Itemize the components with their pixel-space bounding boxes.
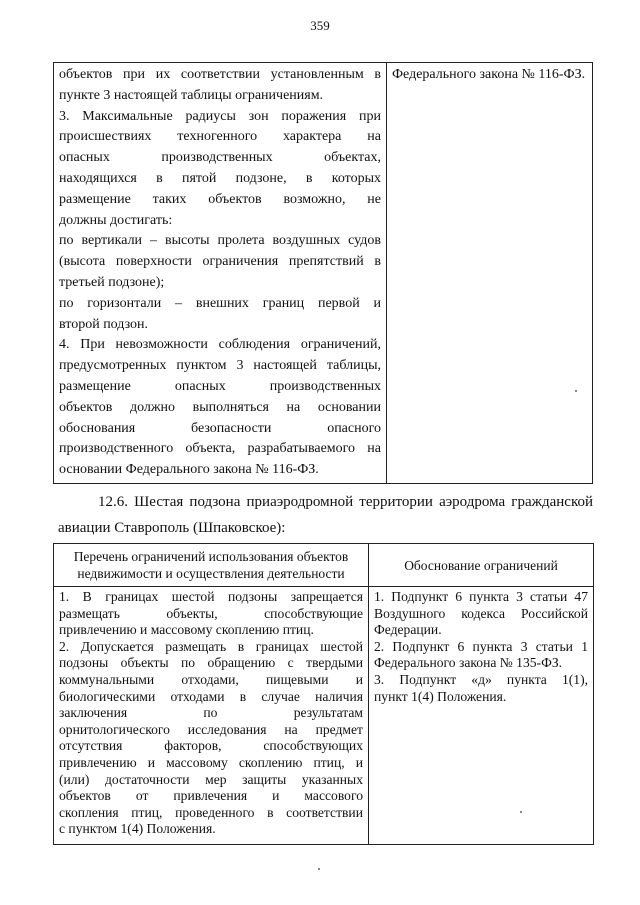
table1-left-line: размещение опасных производственных bbox=[59, 378, 381, 394]
table2-right-line: Воздушного кодекса Российской bbox=[374, 605, 588, 621]
table2-right-cell bbox=[369, 587, 594, 845]
table2-left-line: скопления птиц, проведенного в соответствии bbox=[59, 804, 363, 820]
table2-body-row bbox=[54, 587, 594, 845]
page-number: 359 bbox=[310, 18, 330, 33]
table2-left-cell bbox=[54, 587, 369, 845]
table2-left-line: 1. В границах шестой подзоны запрещается bbox=[59, 589, 363, 604]
section-heading-line1: 12.6. Шестая подзона приаэродромной территории аэродрома гражданской bbox=[98, 494, 593, 510]
table1-left-line: обоснования безопасности опасного bbox=[59, 420, 381, 436]
scan-speck bbox=[520, 811, 522, 813]
table2-left-line: с пунктом 1(4) Положения. bbox=[59, 821, 216, 837]
table2-left-line: 2. Допускается размещать в границах шестой bbox=[59, 638, 363, 654]
table1-right-cell bbox=[387, 63, 593, 484]
restrictions-table-continued bbox=[53, 62, 593, 484]
table2-left-line: орнитологического исследования на предмет bbox=[59, 721, 363, 737]
table2-left-line: заключения по результатам bbox=[59, 705, 363, 721]
table2-right-line: 2. Подпункт 6 пункта 3 статьи 1 bbox=[374, 638, 588, 654]
table1-left-line: производственного объекта, разрабатываемого на bbox=[59, 441, 381, 457]
table1-left-line: по вертикали – высоты пролета воздушных судов bbox=[59, 233, 381, 249]
table1-left-line: основании Федерального закона № 116-ФЗ. bbox=[59, 462, 319, 478]
table2-left-line: биологическими отходами в случае наличия bbox=[59, 688, 363, 704]
table1-left-line: (высота поверхности ограничения препятствий в bbox=[59, 254, 381, 270]
table2-left-line: привлечению и массовому скоплению птиц. bbox=[59, 622, 314, 638]
table1-left-line: второй подзон. bbox=[59, 316, 149, 332]
table1-left-line: размещение таких объектов возможно, не bbox=[59, 191, 381, 207]
table1-left-line: 4. При невозможности соблюдения ограничений, bbox=[59, 337, 381, 353]
table2-left-line: привлечению и массовому скоплению птиц, и bbox=[59, 754, 363, 770]
table1-left-line: по горизонтали – внешних границ первой и bbox=[59, 295, 381, 311]
table1-left-line: 3. Максимальные радиусы зон поражения при bbox=[59, 108, 381, 124]
table2-right-line: пункт 1(4) Положения. bbox=[374, 688, 507, 704]
table1-left-line: объектов при их соответствии установленным в bbox=[59, 67, 381, 82]
section-heading-line2: авиации Ставрополь (Шпаковское): bbox=[58, 520, 286, 536]
table2-right-line: 3. Подпункт «д» пункта 1(1), bbox=[374, 671, 588, 687]
table1-left-line: должны достигать: bbox=[59, 212, 173, 228]
section-heading bbox=[58, 489, 593, 541]
table2-right-line: 1. Подпункт 6 пункта 3 статьи 47 bbox=[374, 589, 588, 604]
table2-right-line: Федерального закона № 135-ФЗ. bbox=[374, 655, 563, 671]
table2-left-line: отсутствия факторов, способствующих bbox=[59, 738, 363, 754]
table1-left-line: третьей подзоне); bbox=[59, 274, 165, 290]
table2-left-line: подзоны объекты по обращению с твердыми bbox=[59, 655, 363, 671]
table1-left-line: происшествиях техногенного характера на bbox=[59, 129, 381, 145]
scan-speck bbox=[318, 868, 320, 870]
table1-right-text: Федерального закона № 116-ФЗ. bbox=[392, 67, 586, 82]
table1-left-line: предусмотренных пунктом 3 настоящей таблицы, bbox=[59, 358, 381, 374]
table2-right-line: Федерации. bbox=[374, 622, 442, 638]
table2-left-line: размещать объекты, способствующие bbox=[59, 605, 363, 621]
table2-header-left-line1: Перечень ограничений использования объектов bbox=[73, 549, 349, 564]
table2-left-line: (или) достаточности мер защиты указанных bbox=[59, 771, 363, 787]
scan-speck bbox=[575, 390, 577, 392]
table2-header-right: Обоснование ограничений bbox=[369, 544, 594, 587]
table2-left-line: объектов от привлечения и массового bbox=[59, 788, 363, 804]
table2-header-left bbox=[54, 544, 369, 587]
table1-left-line: объектов должно выполняться на основании bbox=[59, 399, 381, 415]
table1-left-line: находящихся в пятой подзоне, в которых bbox=[59, 170, 381, 186]
table1-left-line: опасных производственных объектах, bbox=[59, 150, 381, 166]
table2-header-left-line2: недвижимости и осуществления деятельности bbox=[77, 566, 345, 581]
table2-left-line: коммунальными отходами, пищевыми и bbox=[59, 671, 363, 687]
table1-left-cell bbox=[54, 63, 387, 484]
table2-header-row bbox=[54, 544, 594, 587]
table1-left-line: пункте 3 настоящей таблицы ограничениям. bbox=[59, 87, 324, 103]
sixth-subzone-table bbox=[53, 543, 594, 845]
